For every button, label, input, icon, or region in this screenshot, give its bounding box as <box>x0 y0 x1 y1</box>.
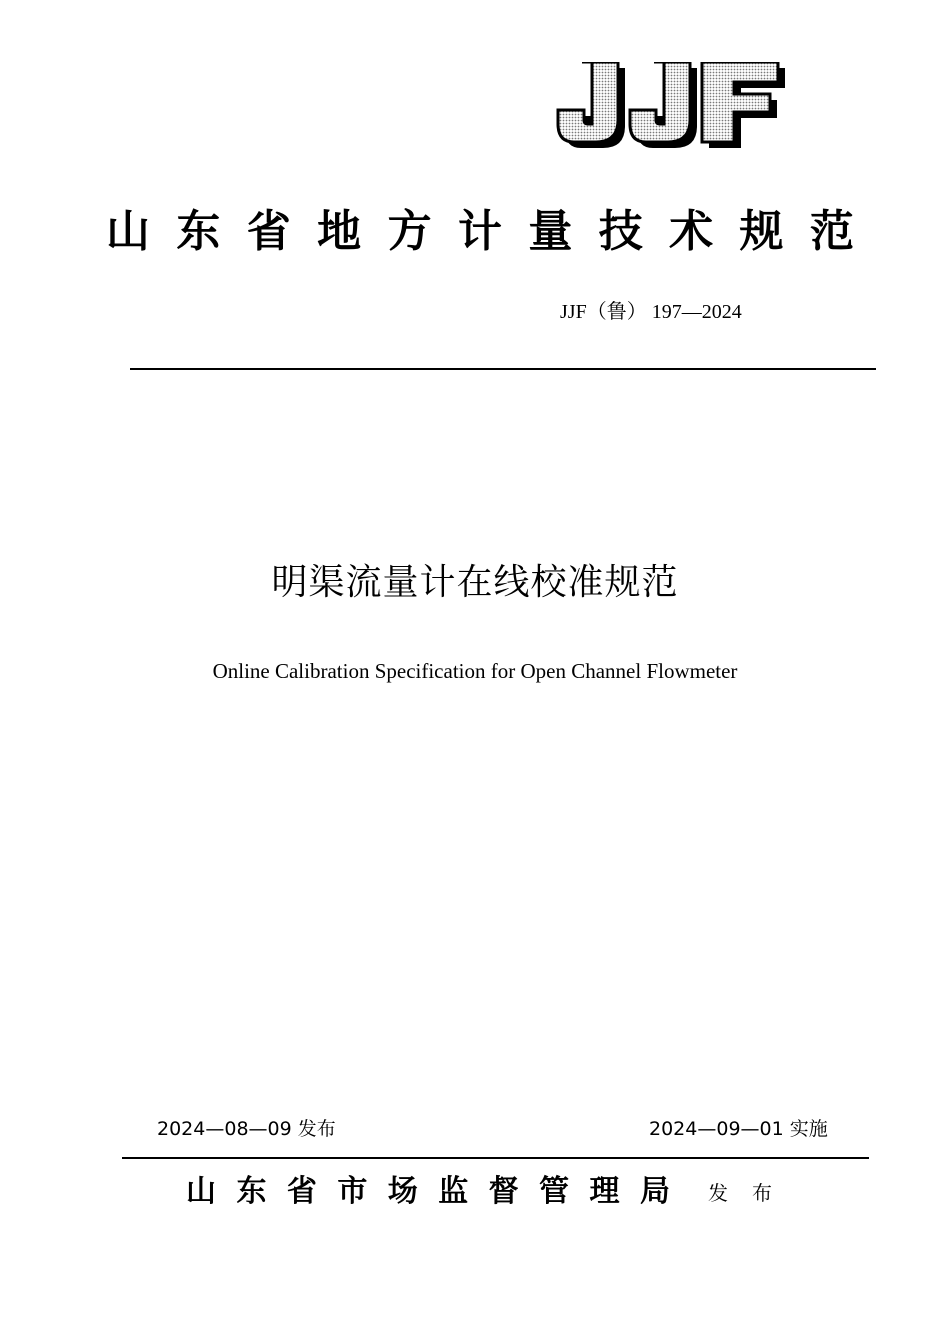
issuing-authority <box>186 1168 670 1216</box>
heading-character: 发 <box>708 1181 728 1205</box>
heading-character: 省 <box>286 1174 317 1209</box>
issue-date: 2024—08—09 发布 <box>157 1118 336 1140</box>
heading-character: 山 <box>186 1174 216 1209</box>
heading-character: 布 <box>752 1181 772 1205</box>
heading-character: 计 <box>457 206 502 257</box>
heading-character: 山 <box>106 206 150 257</box>
footer-divider <box>122 1157 869 1159</box>
heading-character: 技 <box>598 206 643 257</box>
page-title-chinese: 明渠流量计在线校准规范 <box>271 562 679 603</box>
document-code: JJF（鲁） 197—2024 <box>560 301 742 323</box>
heading-character: 地 <box>317 206 362 257</box>
heading-character: 东 <box>236 1174 267 1209</box>
org-title <box>106 200 854 264</box>
heading-character: 管 <box>539 1174 570 1209</box>
heading-character: 规 <box>739 206 784 257</box>
page-title-english: Online Calibration Specification for Open Channel Flowmeter <box>212 659 738 683</box>
heading-character: 督 <box>488 1174 519 1209</box>
heading-character: 范 <box>809 206 854 257</box>
heading-character: 局 <box>639 1174 670 1209</box>
implementation-date: 2024—09—01 实施 <box>649 1118 828 1140</box>
heading-character: 监 <box>438 1174 469 1209</box>
heading-character: 方 <box>387 206 432 257</box>
heading-character: 术 <box>669 206 714 257</box>
heading-character: 场 <box>387 1174 418 1209</box>
heading-character: 量 <box>528 206 573 257</box>
heading-character: 理 <box>589 1174 620 1209</box>
header-divider <box>130 368 876 370</box>
jjf-standard-logo-icon <box>556 62 792 156</box>
issued-label <box>708 1178 772 1208</box>
heading-character: 省 <box>246 206 291 257</box>
jjf-logo <box>556 62 792 156</box>
heading-character: 东 <box>176 206 221 257</box>
heading-character: 市 <box>337 1174 368 1209</box>
